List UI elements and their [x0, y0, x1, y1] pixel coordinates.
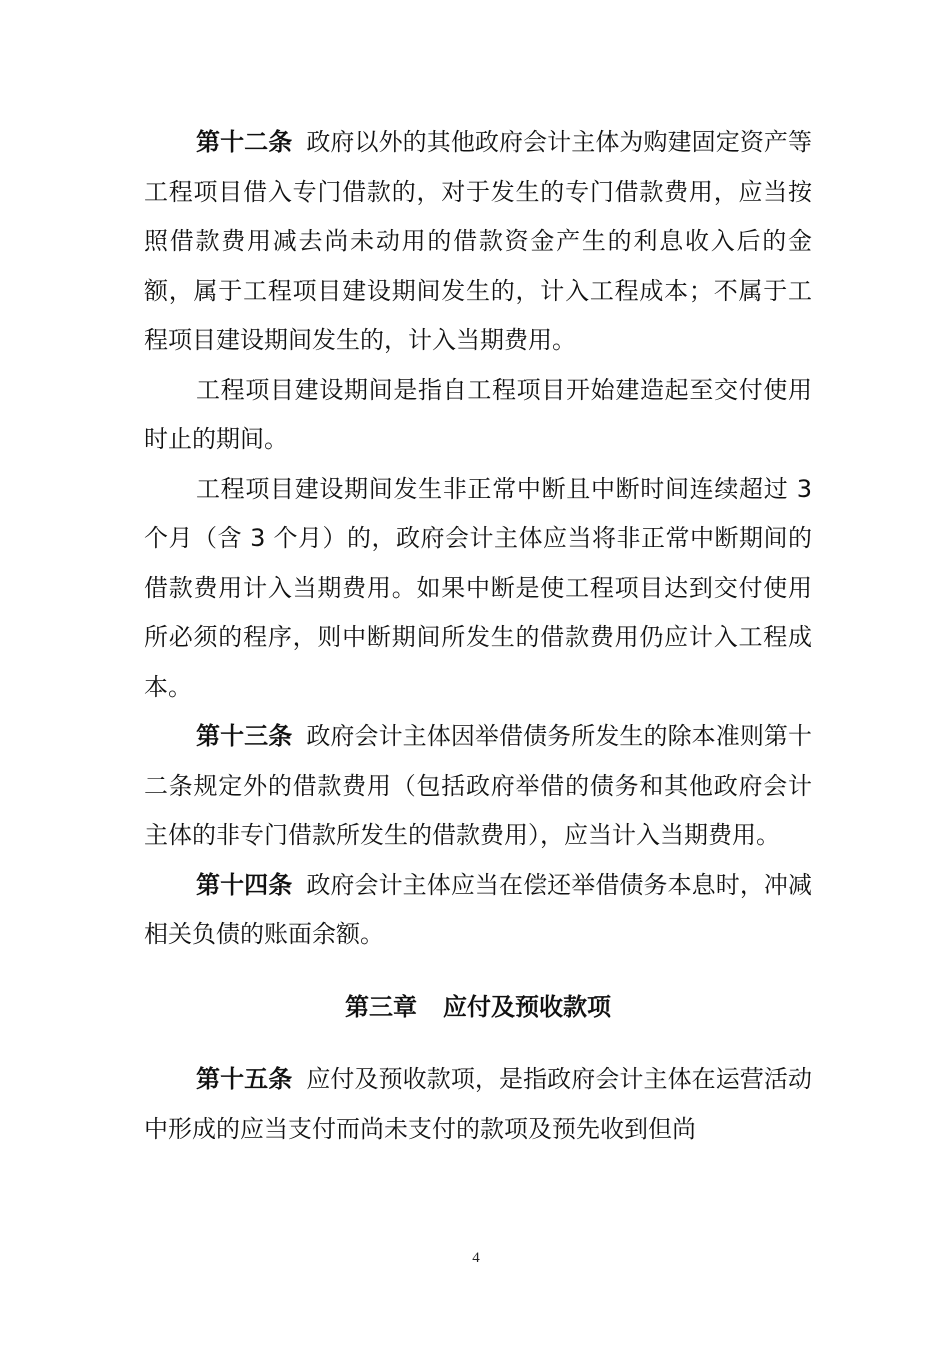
article-14-text: 政府会计主体应当在偿还举借债务本息时，冲减相关负债的账面余额。 [144, 870, 813, 948]
abnormal-interruption-text: 工程项目建设期间发生非正常中断且中断时间连续超过 3 个月（含 3 个月）的，政府会计主体应当将非正常中断期间的借款费用计入当期费用。如果中断是使工程项目达到交付使用所必须的程序，则中断期间所发生的借款费用仍应计入工程成本。 [144, 474, 812, 701]
chapter-heading [144, 960, 812, 1056]
article-14-paragraph [144, 861, 812, 960]
article-15-paragraph [144, 1055, 812, 1154]
article-12-number: 第十二条 [196, 128, 293, 156]
construction-period-definition-text: 工程项目建设期间是指自工程项目开始建造起至交付使用时止的期间。 [144, 375, 812, 453]
article-12-paragraph [144, 118, 812, 366]
document-body [144, 118, 812, 1154]
article-15-text: 应付及预收款项，是指政府会计主体在运营活动中形成的应当支付而尚未支付的款项及预先收到但尚 [144, 1065, 813, 1143]
article-13-text: 政府会计主体因举借债务所发生的除本准则第十二条规定外的借款费用（包括政府举借的债务和其他政府会计主体的非专门借款所发生的借款费用），应当计入当期费用。 [144, 722, 813, 849]
article-13-number: 第十三条 [196, 722, 293, 750]
abnormal-interruption-paragraph [144, 465, 812, 713]
chapter-title: 应付及预收款项 [443, 992, 611, 1021]
construction-period-definition-paragraph [144, 366, 812, 465]
article-15-number: 第十五条 [196, 1065, 293, 1093]
article-14-number: 第十四条 [196, 870, 293, 899]
article-13-paragraph [144, 712, 812, 861]
article-12-text: 政府以外的其他政府会计主体为购建固定资产等工程项目借入专门借款的，对于发生的专门借款费用，应当按照借款费用减去尚未动用的借款资金产生的利息收入后的金额，属于工程项目建设期间发生的，计入工程成本；不属于工程项目建设期间发生的，计入当期费用。 [144, 128, 813, 354]
chapter-number: 第三章 [345, 992, 417, 1021]
page-number: 4 [472, 1250, 480, 1266]
